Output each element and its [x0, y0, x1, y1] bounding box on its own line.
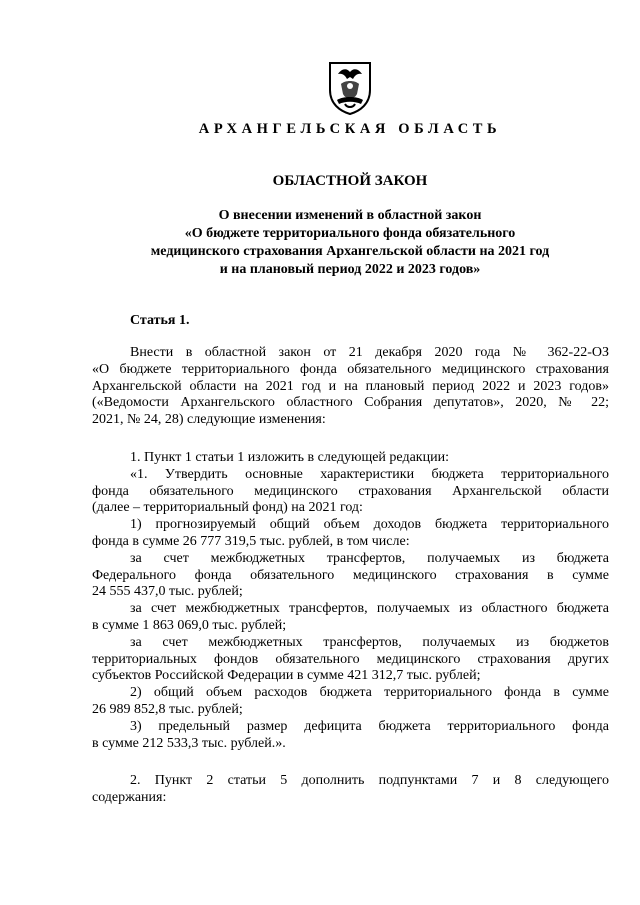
item-1-line: в сумме 1 863 069,0 тыс. рублей; [92, 617, 287, 633]
item-1-line: за счет межбюджетных трансфертов, получаемых из бюджета [130, 550, 609, 566]
law-title-line: О внесении изменений в областной закон [218, 208, 482, 223]
intro-line: «О бюджете территориального фонда обязательного медицинского страхования [92, 361, 609, 377]
article-heading: Статья 1. [130, 313, 190, 328]
intro-line: 2021, № 24, 28) следующие изменения: [92, 412, 326, 428]
item-2-paragraph [92, 773, 609, 807]
item-1-paragraph [92, 450, 609, 752]
law-type-heading: ОБЛАСТНОЙ ЗАКОН [272, 173, 428, 189]
item-1-line: субъектов Российской Федерации в сумме 421 312,7 тыс. рублей; [92, 668, 481, 684]
intro-line: Архангельской области на 2021 год и на плановый период 2022 и 2023 годов» [92, 378, 609, 394]
item-1-line: за счет межбюджетных трансфертов, получаемых из областного бюджета [130, 601, 609, 617]
region-name: АРХАНГЕЛЬСКАЯ ОБЛАСТЬ [198, 121, 502, 137]
law-title-line: медицинского страхования Архангельской области на 2021 год [150, 244, 550, 259]
item-1-line: 24 555 437,0 тыс. рублей; [92, 584, 243, 600]
item-1-line: 1) прогнозируемый общий объем доходов бюджета территориального [130, 517, 609, 533]
item-1-line: (далее – территориальный фонд) на 2021 год: [92, 500, 363, 516]
intro-paragraph [92, 345, 609, 429]
item-1-line: Федерального фонда обязательного медицинского страхования в сумме [92, 567, 609, 583]
intro-line: («Ведомости Архангельского областного Собрания депутатов», 2020, № 22; [92, 395, 609, 411]
item-1-line: «1. Утвердить основные характеристики бюджета территориального [130, 466, 609, 482]
law-title-line: и на плановый период 2022 и 2023 годов» [219, 262, 481, 277]
item-1-line: 1. Пункт 1 статьи 1 изложить в следующей редакции: [130, 449, 449, 465]
intro-line: Внести в областной закон от 21 декабря 2020 года № 362-22-ОЗ [130, 345, 609, 360]
item-2-line: 2. Пункт 2 статьи 5 дополнить подпунктами 7 и 8 следующего [130, 773, 609, 789]
item-1-line: в сумме 212 533,3 тыс. рублей.». [92, 735, 286, 751]
document-body [92, 345, 609, 807]
item-2-line: содержания: [92, 790, 167, 806]
item-1-line: фонда обязательного медицинского страхования Архангельской области [92, 483, 609, 499]
item-1-line: 2) общий объем расходов бюджета территориального фонда в сумме [130, 685, 609, 701]
coat-of-arms-emblem [327, 60, 373, 116]
law-title-line: «О бюджете территориального фонда обязательного [184, 226, 516, 241]
law-title [110, 207, 590, 279]
item-1-line: 3) предельный размер дефицита бюджета территориального фонда [130, 718, 609, 734]
item-1-line: 26 989 852,8 тыс. рублей; [92, 701, 243, 717]
item-1-line: фонда в сумме 26 777 319,5 тыс. рублей, в том числе: [92, 533, 410, 549]
item-1-line: за счет межбюджетных трансфертов, получаемых из бюджетов [130, 634, 609, 650]
item-1-line: территориальных фондов обязательного медицинского страхования других [92, 651, 609, 667]
